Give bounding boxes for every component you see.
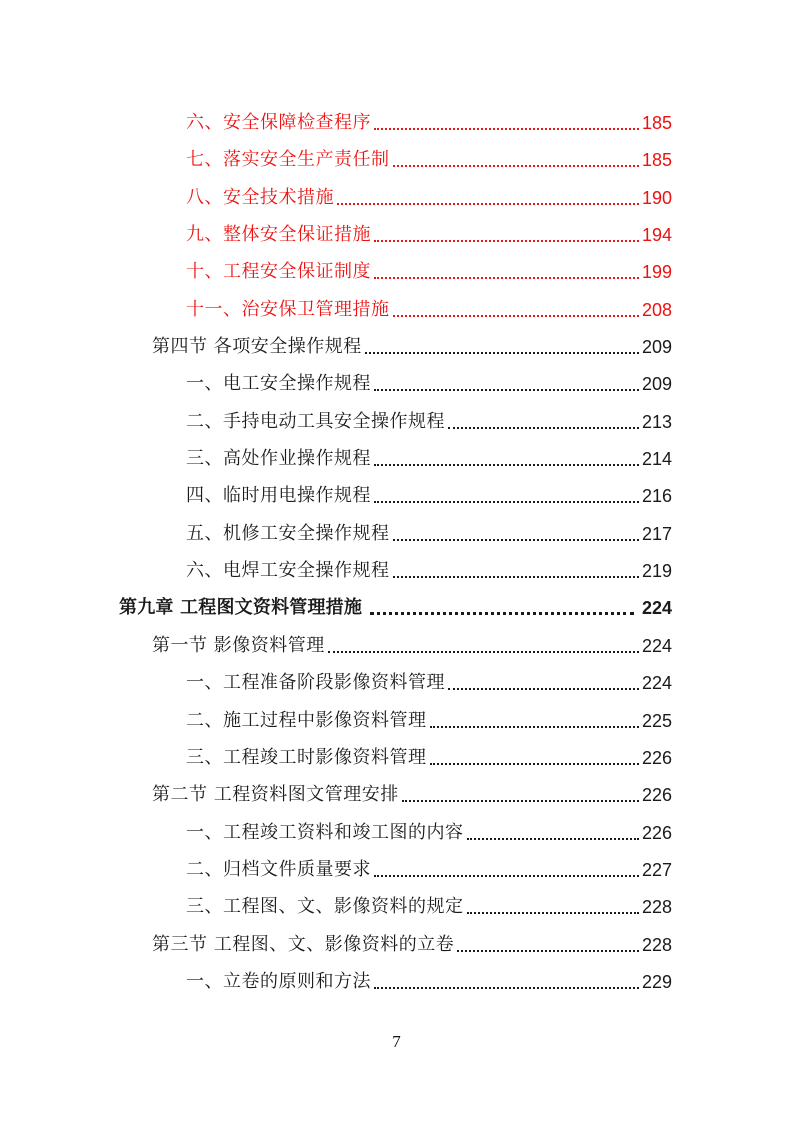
toc-entry-page: 226	[641, 785, 672, 805]
toc-entry[interactable]	[186, 179, 672, 209]
toc-entry-label: 三、工程竣工时影像资料管理	[186, 747, 427, 768]
toc-entry-label: 第四节 各项安全操作规程	[152, 336, 362, 357]
toc-entry-page: 216	[641, 486, 672, 506]
toc-entry[interactable]	[186, 963, 672, 993]
toc-entry-page: 224	[641, 673, 672, 693]
toc-entry-page: 219	[641, 561, 672, 581]
toc-leader	[374, 277, 639, 279]
toc-entry-label: 七、落实安全生产责任制	[186, 149, 390, 170]
toc-entry-label: 一、工程竣工资料和竣工图的内容	[186, 822, 464, 843]
toc-entry-page: 209	[641, 337, 672, 357]
toc-entry-label: 第三节 工程图、文、影像资料的立卷	[152, 934, 455, 955]
toc-entry-label: 六、安全保障检查程序	[186, 112, 371, 133]
toc-leader	[393, 315, 639, 317]
toc-entry[interactable]	[186, 739, 672, 769]
toc-entry[interactable]	[186, 515, 672, 545]
toc-entry[interactable]	[186, 851, 672, 881]
toc-leader	[374, 501, 639, 503]
toc-leader	[430, 763, 639, 765]
toc-entry-label: 六、电焊工安全操作规程	[186, 560, 390, 581]
toc-entry-label: 五、机修工安全操作规程	[186, 523, 390, 544]
toc-leader	[467, 838, 639, 840]
page-number: 7	[392, 1032, 401, 1051]
toc-entry[interactable]	[186, 702, 672, 732]
toc-entry[interactable]	[186, 664, 672, 694]
toc-leader	[393, 576, 639, 578]
toc-entry[interactable]	[186, 440, 672, 470]
toc-leader	[402, 800, 639, 802]
toc-entry-page: 185	[641, 113, 672, 133]
toc-leader	[448, 427, 639, 429]
toc-entry-page: 224	[641, 598, 672, 618]
toc-entry-label: 二、归档文件质量要求	[186, 859, 371, 880]
toc-entry[interactable]	[152, 776, 672, 806]
toc-entry-label: 第一节 影像资料管理	[152, 635, 325, 656]
toc-leader	[393, 539, 639, 541]
toc-entry-page: 199	[641, 262, 672, 282]
toc-entry[interactable]	[186, 253, 672, 283]
toc-entry-page: 190	[641, 188, 672, 208]
toc-entry-label: 第二节 工程资料图文管理安排	[152, 784, 399, 805]
toc-leader	[374, 464, 639, 466]
toc-entry-label: 一、工程准备阶段影像资料管理	[186, 672, 445, 693]
toc-entry-label: 八、安全技术措施	[186, 187, 334, 208]
toc-entry-label: 一、立卷的原则和方法	[186, 971, 371, 992]
toc-entry[interactable]	[186, 216, 672, 246]
toc-entry-page: 194	[641, 225, 672, 245]
toc-leader	[374, 240, 639, 242]
toc-entry-page: 226	[641, 748, 672, 768]
toc-entry-page: 225	[641, 711, 672, 731]
toc-entry-label: 一、电工安全操作规程	[186, 373, 371, 394]
toc-entry-page: 229	[641, 972, 672, 992]
toc-entry-page: 213	[641, 412, 672, 432]
toc-entry-label: 十、工程安全保证制度	[186, 261, 371, 282]
toc-entry[interactable]	[186, 104, 672, 134]
toc-entry-page: 228	[641, 935, 672, 955]
toc-entry-page: 227	[641, 860, 672, 880]
toc-entry[interactable]	[186, 477, 672, 507]
toc-entry-label: 三、高处作业操作规程	[186, 448, 371, 469]
toc-entry-label: 九、整体安全保证措施	[186, 224, 371, 245]
toc-entry[interactable]	[186, 291, 672, 321]
toc-entry-page: 226	[641, 823, 672, 843]
toc-leader	[365, 352, 639, 354]
toc-entry[interactable]	[152, 627, 672, 657]
toc-entry[interactable]	[186, 888, 672, 918]
toc-leader	[393, 165, 639, 167]
toc-entry[interactable]	[186, 552, 672, 582]
toc-leader	[374, 987, 639, 989]
toc-leader	[430, 726, 639, 728]
toc-entry-page: 228	[641, 897, 672, 917]
toc-entry-label: 十一、治安保卫管理措施	[186, 299, 390, 320]
toc-entry[interactable]	[186, 365, 672, 395]
toc-chapter-entry[interactable]	[119, 589, 672, 619]
toc-entry-label: 二、手持电动工具安全操作规程	[186, 411, 445, 432]
toc-entry[interactable]	[186, 814, 672, 844]
toc-entry-label: 二、施工过程中影像资料管理	[186, 710, 427, 731]
toc-entry-page: 224	[641, 636, 672, 656]
toc-entry-page: 185	[641, 150, 672, 170]
toc-entry-page: 209	[641, 374, 672, 394]
toc-entry-label: 三、工程图、文、影像资料的规定	[186, 896, 464, 917]
toc-leader	[457, 950, 639, 952]
toc-leader	[374, 389, 639, 391]
toc-leader	[374, 128, 639, 130]
toc-leader	[448, 688, 639, 690]
toc-entry[interactable]	[152, 328, 672, 358]
toc-entry-page: 208	[641, 300, 672, 320]
toc-entry[interactable]	[152, 926, 672, 956]
toc-leader	[467, 912, 639, 914]
toc-entry[interactable]	[186, 141, 672, 171]
toc-entry[interactable]	[186, 403, 672, 433]
toc-entry-label: 四、临时用电操作规程	[186, 485, 371, 506]
toc-leader	[370, 612, 634, 615]
toc-leader	[337, 203, 639, 205]
toc-entry-page: 217	[641, 524, 672, 544]
toc-leader	[374, 875, 639, 877]
toc-entry-page: 214	[641, 449, 672, 469]
toc-leader	[328, 651, 639, 653]
toc-entry-label: 第九章 工程图文资料管理措施	[119, 597, 363, 618]
